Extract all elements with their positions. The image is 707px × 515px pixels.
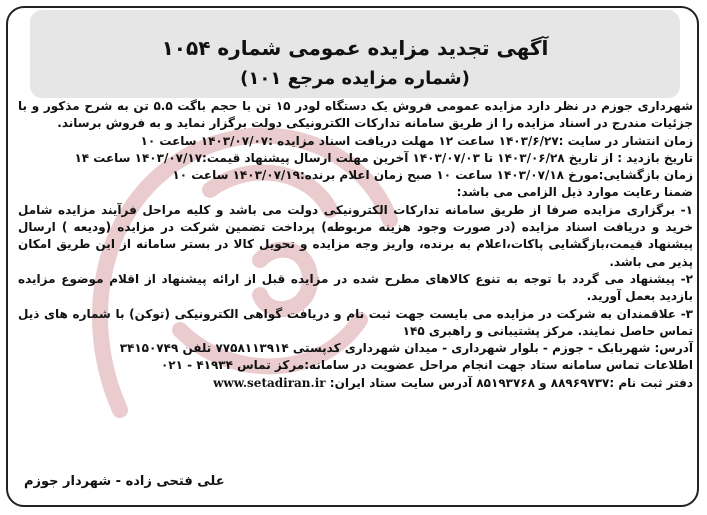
notice-subtitle: (شماره مزایده مرجع ۱۰۱) — [240, 68, 470, 89]
paragraph-requirements-heading: ضمنا رعایت موارد ذیل الزامی می باشد: — [456, 185, 693, 200]
paragraph-opening-time: زمان بازگشایی:مورخ ۱۴۰۳/۰۷/۱۸ ساعت ۱۰ صبح زمان اعلام برنده:۱۴۰۳/۰۷/۱۹ ساعت ۱۰ — [172, 168, 693, 183]
paragraph-requirement-2: ۲- پیشنهاد می گردد با توجه به تنوع کالاهای مطرح شده در مزایده قبل از ارائه پیشنهاد از اقلام موضوع مزایده بازدید بعمل آورید. — [18, 271, 693, 304]
paragraph-requirement-3: ۳- علاقمندان به شرکت در مزایده می بایست جهت ثبت نام و دریافت گواهی الکترونیکی (توکن) با شماره های ذیل تماس حاصل نمایند. مرکز پشتیبانی و راهبری ۱۴۵ — [18, 306, 693, 338]
paragraph-visit-date: تاریخ بازدید : از تاریخ ۱۴۰۳/۰۶/۲۸ تا ۱۴۰۳/۰۷/۰۳ آخرین مهلت ارسال پیشنهاد قیمت:۱۴۰۳/۰۷/۱۷ ساعت ۱۴ — [74, 150, 693, 165]
notice-title: آگهی تجدید مزایده عمومی شماره ۱۰۵۴ — [161, 36, 549, 60]
paragraph-intro: شهرداری جوزم در نظر دارد مزایده عمومی فروش یک دستگاه لودر ۱۵ تن با حجم باگت ۵.۵ تن به شرح مذکور و با جزئیات مندرج در اسناد مزایده را از طریق سامانه تدارکات الکترونیکی دولت برگزار نماید و به فروش برساند. — [18, 99, 694, 131]
paragraph-requirement-1: ۱- برگزاری مزایده صرفا از طریق سامانه تدارکات الکترونیکی دولت می باشد و کلیه مراحل فرآیند مزایده شامل خرید و دریافت اسناد مزایده (در صورت وجود هزینه مربوطه) پرداخت تضمین شرکت در مزایده (ودیعه ) ارسال پیشنهاد قیمت،بازگشایی پاکات،اعلام به برنده، واریز وجه مزایده و تحویل کالا در بستر سامانه از این طریق امکان پذیر می باشد. — [18, 202, 693, 269]
paragraph-publish-time: زمان انتشار در سایت :۱۴۰۳/۶/۲۷ ساعت ۱۲ مهلت دریافت اسناد مزایده :۱۴۰۳/۰۷/۰۷ ساعت ۱۰ — [140, 133, 693, 148]
paragraph-address: آدرس: شهربابک - جوزم - بلوار شهرداری - میدان شهرداری کدپستی ۷۷۵۸۱۱۳۹۱۴ تلفن ۳۴۱۵۰۷۴۹ — [119, 341, 693, 356]
paragraph-registration — [18, 375, 693, 392]
website-link[interactable]: www.setadiran.ir — [213, 375, 326, 390]
registration-text: دفتر ثبت نام :۸۸۹۶۹۷۳۷ و ۸۵۱۹۳۷۶۸ آدرس سایت ستاد ایران: — [329, 375, 693, 390]
signature: علی فتحی زاده - شهردار جوزم — [24, 474, 225, 489]
notice-body — [18, 98, 693, 392]
paragraph-setad-contact: اطلاعات تماس سامانه ستاد جهت انجام مراحل عضویت در سامانه:مرکز تماس ۴۱۹۳۴ - ۰۲۱ — [160, 358, 693, 373]
